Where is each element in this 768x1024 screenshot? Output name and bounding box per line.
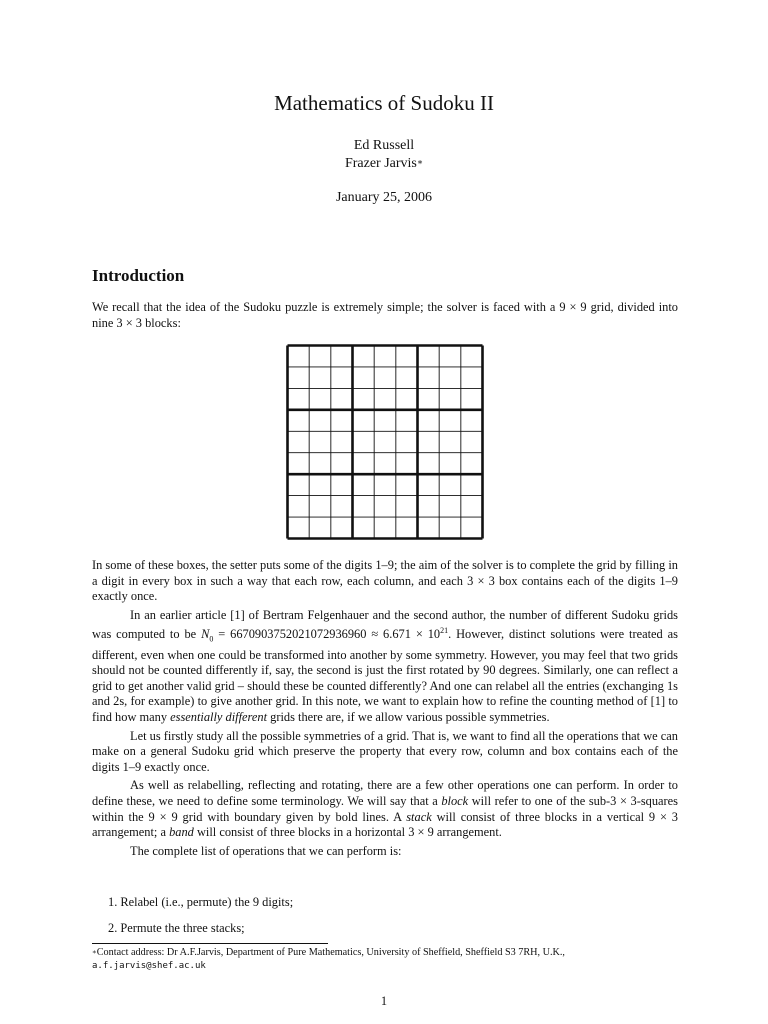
list-number: 2. xyxy=(108,920,118,935)
list-item xyxy=(108,921,293,937)
footnote-marker: ∗ xyxy=(416,157,424,167)
text-run: will consist of three blocks in a horizontal 3 × 9 arrangement. xyxy=(193,825,502,840)
footnote xyxy=(92,946,678,973)
list-item xyxy=(108,895,293,911)
paragraph: We recall that the idea of the Sudoku puzzle is extremely simple; the solver is faced with a 9 × 9 grid, divided into nine 3 × 3 blocks: xyxy=(92,300,678,330)
text-run: will refer to one of the sub-3 × 3-squares within the 9 × 9 grid with boundary given by bold lines. A xyxy=(92,793,678,824)
emphasis: essentially different xyxy=(170,709,268,724)
paragraph: In some of these boxes, the setter puts some of the digits 1–9; the aim of the solver is to complete the grid by filling in a digit in every box in such a way that each row, each column, and each 3 × 3 box contains each of the digits 1–9 exactly once. xyxy=(92,558,678,604)
footnote-text: Contact address: Dr A.F.Jarvis, Department of Pure Mathematics, University of Sheffield, Sheffield S3 7RH, U.K., xyxy=(96,947,565,958)
math-symbol: N xyxy=(201,627,210,642)
paragraph: Let us firstly study all the possible symmetries of a grid. That is, we want to find all the operations that we can make on a general Sudoku grid which preserve the property that every row, column and box contains each of the digits 1–9 exactly once. xyxy=(92,728,678,774)
paragraph xyxy=(92,778,678,840)
intro-paragraph xyxy=(92,300,678,331)
list-number: 1. xyxy=(108,895,118,909)
text-run: In an earlier article [1] of Bertram Felgenhauer and the second author, the number of different Sudoku grids was computed to be xyxy=(92,607,678,642)
paragraph xyxy=(92,608,678,726)
text-run: = 6670903752021072936960 ≈ 6.671 × 10 xyxy=(213,627,441,642)
text-run: As well as relabelling, reflecting and rotating, there are a few other operations one can perform. In order to define these, we need to define some terminology. We will say that a xyxy=(92,778,678,808)
math-exponent: 21 xyxy=(440,626,449,636)
operations-list xyxy=(108,895,293,946)
text-run: grids there are, if we allow various possible symmetries. xyxy=(267,709,550,724)
paragraph: The complete list of operations that we can perform is: xyxy=(130,843,402,858)
page-number: 1 xyxy=(380,994,388,1008)
list-item-text: Relabel (i.e., permute) the 9 digits; xyxy=(120,895,294,909)
text-run: will consist of three blocks in a vertical 9 × 3 arrangement; a xyxy=(92,809,678,840)
author-name: Ed Russell xyxy=(353,138,415,153)
paper-date: January 25, 2006 xyxy=(335,190,433,205)
author-name-text: Frazer Jarvis xyxy=(344,156,417,171)
body-text xyxy=(92,558,678,859)
sudoku-grid-figure xyxy=(286,344,484,540)
footnote-marker: ∗ xyxy=(92,948,97,956)
list-item-text: Permute the three stacks; xyxy=(120,920,245,935)
paper-title: Mathematics of Sudoku II xyxy=(274,91,494,115)
section-heading: Introduction xyxy=(92,266,185,285)
emphasis: band xyxy=(169,825,194,840)
footnote-email[interactable]: a.f.jarvis@shef.ac.uk xyxy=(92,961,206,971)
math-subscript: 0 xyxy=(209,634,214,644)
emphasis: stack xyxy=(406,809,432,824)
author-name xyxy=(0,155,768,173)
footnote-rule xyxy=(92,943,328,944)
text-run: . However, distinct solutions were treated as different, even when one could be transformed into another by some symmetry. However, you may feel that two grids should not be counted differently if, say, the second is just the first rotated by 90 degrees. Similarly, one can reflect a grid to get another valid grid – should these be counted differently? And one can relabel all the entries (exchanging 1s and 2s, for example) to give another grid. In this note, we want to explain how to refine the counting method of [1] to find how many xyxy=(92,627,678,724)
emphasis: block xyxy=(441,793,469,808)
